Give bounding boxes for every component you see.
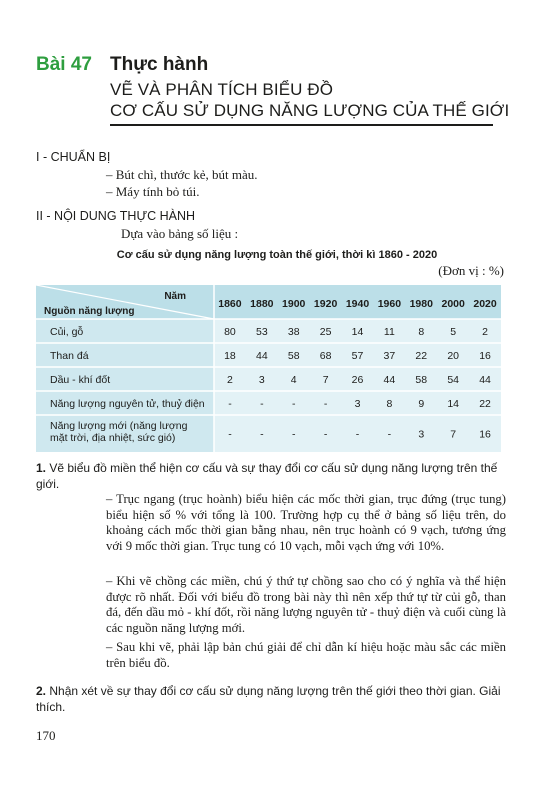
table-cell-value: 5 (450, 326, 457, 338)
table-cell-value: 14 (447, 398, 460, 410)
table-cell-value: - (323, 428, 328, 441)
table-cell-value: 20 (447, 350, 460, 362)
table-year-header: 1960 (377, 298, 402, 310)
table-cell-value: 3 (258, 374, 265, 386)
table-year-header: 1980 (409, 298, 433, 310)
table-cell-value: 3 (418, 428, 425, 441)
table-cell-value: 2 (227, 374, 233, 386)
question-1 (36, 460, 506, 492)
question-number: 1. (36, 461, 47, 475)
instruction-paragraph: – Sau khi vẽ, phải lập bản chú giải để chỉ dẫn kí hiệu hoặc màu sắc các miền trên biểu đồ. (106, 640, 506, 670)
table-row-label: Dầu - khí đốt (50, 374, 111, 386)
table-cell-value: 22 (415, 350, 428, 362)
instruction-paragraph: – Trục ngang (trục hoành) biểu hiện các mốc thời gian, trục đứng (trục tung) biểu hiện số % với tổng là 100. Trường hợp cụ thể ở bảng số liệu trên, do khoảng cách mốc thời gian bằng nhau, nên trục hoành có 9 vạch, tương ứng với 9 mốc thời gian. Trục tung có 10 vạch, mỗi vạch ứng với 10%. (106, 492, 506, 553)
table-cell-value: - (228, 398, 232, 410)
preparation-item: – Máy tính bỏ túi. (106, 184, 200, 199)
table-cell-value: 8 (418, 326, 425, 338)
table-cell-value: 8 (386, 398, 393, 410)
table-header-year-label: Năm (164, 291, 186, 302)
table-cell-value: 11 (383, 326, 395, 338)
table-cell-value: 38 (287, 326, 300, 338)
table-cell-value: - (291, 398, 296, 410)
table-year-header: 1860 (218, 298, 242, 310)
lesson-title-line-1: VẼ VÀ PHÂN TÍCH BIỂU ĐỒ (110, 80, 334, 99)
table-cell-value: 7 (322, 374, 329, 386)
table-row-label: Năng lượng nguyên tử, thuỷ điện (50, 398, 205, 410)
question-text: Nhận xét về sự thay đổi cơ cấu sử dụng năng lượng trên thế giới theo thời gian. Giải thích. (36, 684, 501, 714)
table-row-label: Than đá (50, 350, 89, 362)
lesson-type: Thực hành (110, 54, 209, 75)
section-heading-practice: II - NỘI DUNG THỰC HÀNH (36, 209, 196, 223)
table-cell-value: 54 (447, 374, 460, 386)
table-year-header: 1940 (345, 298, 370, 310)
energy-structure-table (36, 285, 501, 452)
question-text: Vẽ biểu đồ miền thể hiện cơ cấu và sự thay đổi cơ cấu sử dụng năng lượng trên thế giới. (36, 461, 498, 491)
table-cell-value: - (260, 398, 264, 410)
table-cell-value: 3 (354, 398, 361, 410)
lesson-title-line-2: CƠ CẤU SỬ DỤNG NĂNG LƯỢNG CỦA THẾ GIỚI (110, 101, 510, 120)
table-header-source-label: Nguồn năng lượng (44, 306, 135, 317)
practice-intro: Dựa vào bảng số liệu : (121, 226, 239, 241)
instruction-paragraph: – Khi vẽ chồng các miền, chú ý thứ tự chồng sao cho có ý nghĩa và thể hiện được rõ nhất. Đối với biểu đồ trong bài này thì nên xếp thứ tự từ củi gỗ, than đá, đến dầu mỏ - khí đốt, rồi năng lượng nguyên tử - thuỷ điện và cuối cùng là các nguồn năng lượng mới. (106, 574, 506, 635)
table-cell-value: 53 (255, 326, 268, 338)
table-cell-value: - (228, 428, 232, 441)
table-cell-value: - (355, 428, 360, 441)
table-row-label: Năng lượng mới (năng lượng (50, 420, 188, 432)
table-cell-value: 26 (351, 374, 364, 386)
table-cell-value: 18 (224, 350, 236, 362)
table-row-label: mặt trời, địa nhiệt, sức gió) (50, 432, 176, 444)
table-unit: (Đơn vị : %) (438, 263, 504, 278)
table-cell-value: 37 (383, 350, 396, 362)
table-year-header: 1920 (313, 298, 338, 310)
table-cell-value: - (291, 428, 296, 441)
table-year-header: 2020 (473, 298, 497, 310)
table-year-header: 1900 (282, 298, 306, 310)
table-cell-value: 9 (418, 398, 425, 410)
table-cell-value: 4 (290, 374, 297, 386)
table-cell-value: 57 (351, 350, 364, 362)
table-caption: Cơ cấu sử dụng năng lượng toàn thế giới, thời kì 1860 - 2020 (116, 249, 438, 261)
table-cell-value: 22 (479, 398, 491, 410)
table-cell-value: 2 (482, 326, 488, 338)
table-cell-value: - (387, 428, 392, 441)
table-year-header: 1880 (250, 298, 274, 310)
table-cell-value: 25 (319, 326, 332, 338)
page-number: 170 (36, 728, 56, 743)
table-cell-value: 58 (287, 350, 300, 362)
table-cell-value: 44 (255, 350, 268, 362)
question-number: 2. (36, 684, 47, 698)
table-cell-value: 7 (450, 428, 457, 441)
table-cell-value: - (323, 398, 328, 410)
table-year-header: 2000 (441, 298, 465, 310)
preparation-item: – Bút chì, thước kẻ, bút màu. (106, 167, 258, 182)
title-underline (110, 124, 493, 126)
table-cell-value: 44 (383, 374, 396, 386)
table-cell-value: 58 (415, 374, 428, 386)
table-cell-value: - (260, 428, 264, 441)
section-heading-preparation: I - CHUẨN BỊ (36, 150, 111, 164)
table-cell-value: 68 (319, 350, 332, 362)
table-cell-value: 16 (479, 428, 491, 441)
table-cell-value: 16 (479, 350, 491, 362)
table-cell-value: 80 (224, 326, 236, 338)
table-row-label: Củi, gỗ (50, 326, 84, 338)
question-2 (36, 683, 506, 715)
lesson-number: Bài 47 (36, 54, 92, 75)
table-cell-value: 44 (479, 374, 491, 386)
table-cell-value: 14 (351, 326, 364, 338)
